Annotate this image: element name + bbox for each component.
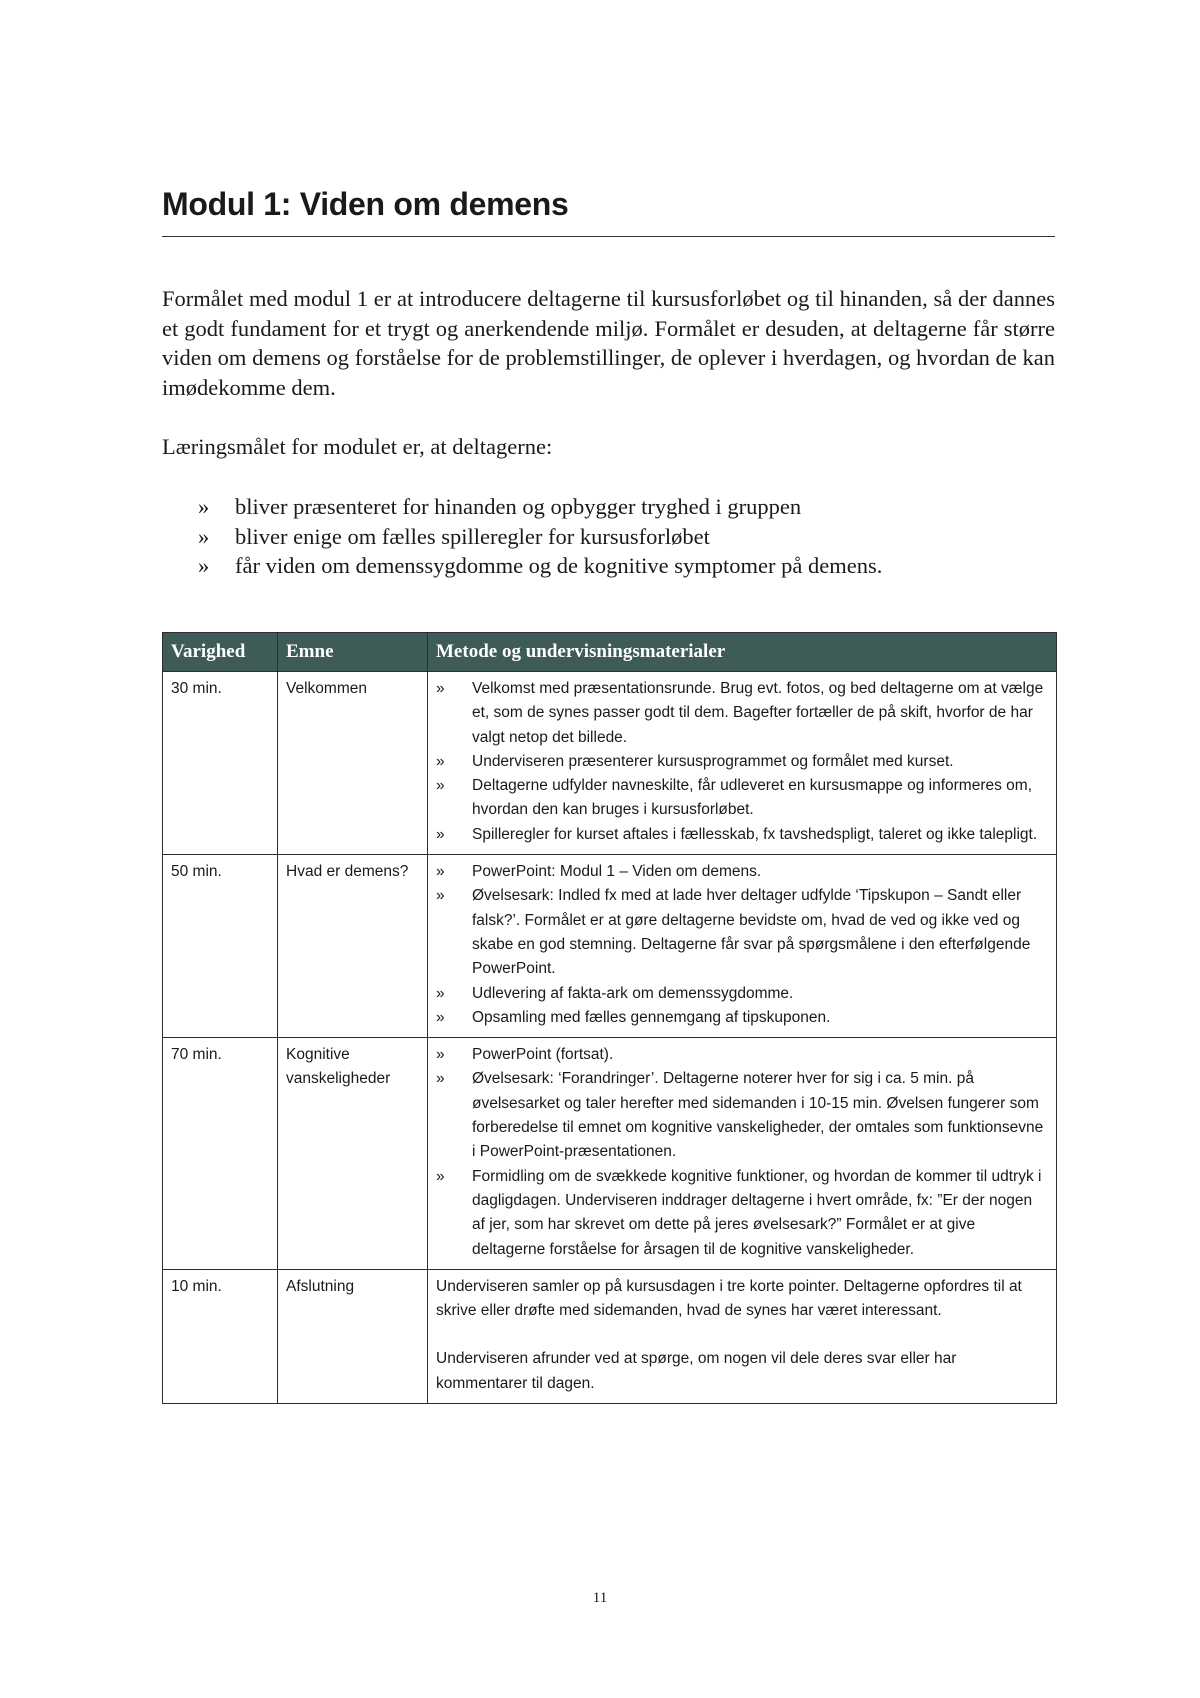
method-item	[436, 1043, 1048, 1067]
method-item-text: Spilleregler for kurset aftales i fællesskab, fx tavshedspligt, taleret og ikke talepligt.	[472, 825, 1038, 843]
method-item-text: PowerPoint: Modul 1 – Viden om demens.	[472, 863, 762, 881]
bullet-marker: »	[198, 553, 210, 578]
method-item-text: PowerPoint (fortsat).	[472, 1046, 614, 1064]
header-duration: Varighed	[163, 633, 278, 672]
cell-topic: Kognitive vanskeligheder	[278, 1038, 428, 1270]
method-item-text: Udlevering af fakta-ark om demenssygdomme.	[472, 984, 794, 1002]
bullet-marker: »	[436, 1070, 445, 1088]
cell-duration: 70 min.	[163, 1038, 278, 1270]
bullet-marker: »	[436, 1008, 445, 1026]
page-title: Modul 1: Viden om demens	[162, 186, 569, 222]
bullet-marker: »	[198, 494, 210, 519]
bullet-marker: »	[436, 863, 445, 881]
cell-duration: 50 min.	[163, 855, 278, 1038]
learning-goal-text: bliver præsenteret for hinanden og opbygger tryghed i gruppen	[235, 494, 802, 519]
method-item	[436, 1067, 1048, 1164]
learning-goal	[162, 492, 882, 522]
method-item-text: Deltagerne udfylder navneskilte, får udleveret en kursusmappe og informeres om, hvordan den kan bruges i kursusforløbet.	[472, 777, 1033, 819]
bullet-marker: »	[436, 984, 445, 1002]
learning-goal	[162, 551, 882, 581]
cell-method	[428, 855, 1057, 1038]
method-item	[436, 982, 1048, 1006]
bullet-marker: »	[436, 752, 445, 770]
method-item-text: Formidling om de svækkede kognitive funktioner, og hvordan de kommer til udtryk i dagligdagen. Underviseren inddrager deltagerne i hvert område, fx: ”Er der nogen af jer, som har skrevet om dette på jeres øvelsesark?” Formålet er at give deltagerne forståelse for årsagen til de kognitive vanskeligheder.	[472, 1167, 1042, 1258]
method-item	[436, 774, 1048, 823]
method-item	[436, 1006, 1048, 1030]
method-item-text: Øvelsesark: Indled fx med at lade hver deltager udfylde ‘Tipskupon – Sandt eller falsk?’. Formålet er at gøre deltagerne bevidste om, hvad de ved og ikke ved og skabe en god stemning. Deltagerne får svar på spørgsmålene i den efterfølgende PowerPoint.	[472, 887, 1031, 978]
method-paragraph: Underviseren samler op på kursusdagen i tre korte pointer. Deltagerne opfordres til at skrive eller drøfte med sidemanden, hvad de synes har været interessant.	[436, 1277, 1022, 1320]
method-list	[436, 677, 1048, 847]
learning-goal-text: bliver enige om fælles spilleregler for kursusforløbet	[235, 523, 710, 549]
cell-topic: Hvad er demens?	[278, 855, 428, 1038]
page-number: 11	[592, 1590, 608, 1606]
learning-goals-lead: Læringsmålet for modulet er, at deltagerne:	[162, 434, 553, 459]
bullet-marker: »	[436, 680, 445, 697]
title-divider	[162, 236, 1055, 237]
method-item-text: Underviseren præsenterer kursusprogrammet og formålet med kurset.	[472, 752, 954, 770]
learning-goals-list	[162, 492, 882, 581]
bullet-marker: »	[198, 523, 210, 549]
method-item-text: Opsamling med fælles gennemgang af tipskuponen.	[472, 1008, 831, 1026]
table-row	[163, 1038, 1057, 1270]
header-topic: Emne	[278, 633, 428, 672]
table-row	[163, 1269, 1057, 1403]
method-item	[436, 884, 1048, 981]
bullet-marker: »	[436, 825, 445, 843]
cell-method	[428, 672, 1057, 855]
method-item-text: Øvelsesark: ‘Forandringer’. Deltagerne noterer hver for sig i ca. 5 min. på øvelsesarket og taler herefter med sidemanden i 10-15 min. Øvelsen fungerer som forberedelse til emnet om kognitive vanskeligheder, der omtales som funktionsevne i PowerPoint-præsentationen.	[472, 1070, 1044, 1161]
bullet-marker: »	[436, 887, 445, 905]
cell-duration: 30 min.	[163, 672, 278, 855]
cell-method	[428, 1269, 1057, 1403]
cell-topic: Afslutning	[278, 1269, 428, 1403]
learning-goal	[162, 522, 882, 552]
method-paragraph: Underviseren afrunder ved at spørge, om nogen vil dele deres svar eller har kommentarer til dagen.	[436, 1350, 957, 1392]
method-item	[436, 823, 1048, 847]
cell-duration: 10 min.	[163, 1269, 278, 1403]
bullet-marker: »	[436, 1046, 445, 1064]
method-item	[436, 860, 1048, 884]
method-item	[436, 750, 1048, 774]
bullet-marker: »	[436, 1167, 445, 1185]
header-method: Metode og undervisningsmaterialer	[428, 633, 1057, 672]
module-plan-table	[162, 632, 1057, 1404]
method-item-text: Velkomst med præsentationsrunde. Brug evt. fotos, og bed deltagerne om at vælge et, som de synes passer godt til dem. Bagefter fortæller de på skift, hvorfor de har valgt netop det billede.	[472, 680, 1044, 746]
cell-method	[428, 1038, 1057, 1270]
table-row	[163, 672, 1057, 855]
cell-topic: Velkommen	[278, 672, 428, 855]
method-list	[436, 860, 1048, 1030]
method-list	[436, 1043, 1048, 1262]
intro-paragraph: Formålet med modul 1 er at introducere deltagerne til kursusforløbet og til hinanden, så der dannes et godt fundament for et trygt og anerkendende miljø. Formålet er desuden, at deltagerne får større viden om demens og forståelse for de problemstillinger, de oplever i hverdagen, og hvordan de kan imødekomme dem.	[162, 286, 1055, 400]
bullet-marker: »	[436, 777, 445, 795]
table-header-row	[163, 633, 1057, 672]
learning-goal-text: får viden om demenssygdomme og de kognitive symptomer på demens.	[235, 553, 883, 578]
method-item	[436, 1165, 1048, 1262]
method-item	[436, 677, 1048, 750]
table-row	[163, 855, 1057, 1038]
